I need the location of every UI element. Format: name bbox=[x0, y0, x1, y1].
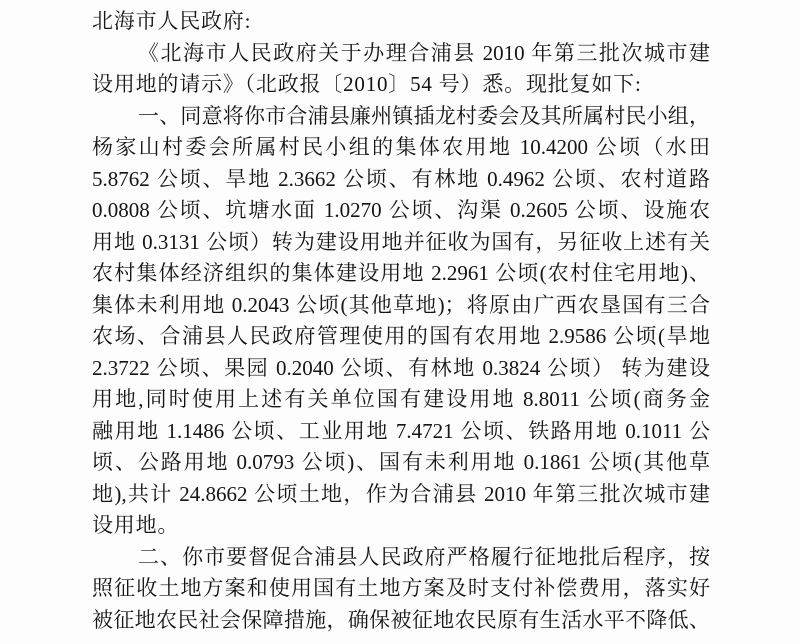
text-line: 农场、合浦县人民政府管理使用的国有农用地 2.9586 公顷(旱地 bbox=[92, 324, 710, 348]
text-line: 一、同意将你市合浦县廉州镇插龙村委会及其所属村民小组， bbox=[138, 103, 710, 128]
text-line: 地),共计 24.8662 公顷土地，作为合浦县 2010 年第三批次城市建 bbox=[92, 481, 710, 506]
paragraph-item-1 bbox=[92, 101, 710, 542]
text-line: 照征收土地方案和使用国有土地方案及时支付补偿费用，落实好 bbox=[92, 576, 710, 600]
text-line: 设用地的请示》（北政报〔2010〕54 号）悉。现批复如下: bbox=[92, 72, 642, 96]
text-line: 农村集体经济组织的集体建设用地 2.2961 公顷(农村住宅用地)、 bbox=[92, 261, 710, 285]
text-line: 用地 0.3131 公顷）转为建设用地并征收为国有，另征收上述有关 bbox=[92, 229, 710, 254]
text-line: 杨家山村委会所属村民小组的集体农用地 10.4200 公顷（水田 bbox=[92, 135, 710, 159]
text-line: 5.8762 公顷、旱地 2.3662 公顷、有林地 0.4962 公顷、农村道路 bbox=[92, 166, 710, 191]
text-line: 集体未利用地 0.2043 公顷(其他草地)；将原由广西农垦国有三合 bbox=[92, 292, 710, 317]
paragraph-item-2 bbox=[92, 542, 710, 637]
text-line: 2.3722 公顷、果园 0.2040 公顷、有林地 0.3824 公顷） 转为建设 bbox=[92, 355, 710, 380]
text-line: 融用地 1.1486 公顷、工业用地 7.4721 公顷、铁路用地 0.1011 公 bbox=[92, 418, 710, 443]
text-line: 0.0808 公顷、坑塘水面 1.0270 公顷、沟渠 0.2605 公顷、设施农 bbox=[92, 198, 710, 222]
document-body bbox=[92, 6, 710, 636]
paragraph-request-acknowledgement bbox=[92, 38, 710, 101]
addressee: 北海市人民政府: bbox=[92, 9, 252, 33]
text-line: 《北海市人民政府关于办理合浦县 2010 年第三批次城市建 bbox=[138, 40, 710, 65]
text-line: 设用地。 bbox=[92, 513, 180, 537]
text-line: 顷、公路用地 0.0793 公顷)、国有未利用地 0.1861 公顷(其他草 bbox=[92, 450, 710, 474]
text-line: 用地,同时使用上述有关单位国有建设用地 8.8011 公顷(商务金 bbox=[92, 387, 710, 411]
text-line: 二、你市要督促合浦县人民政府严格履行征地批后程序，按 bbox=[138, 544, 710, 569]
text-line: 被征地农民社会保障措施，确保被征地农民原有生活水平不降低、 bbox=[92, 607, 710, 632]
